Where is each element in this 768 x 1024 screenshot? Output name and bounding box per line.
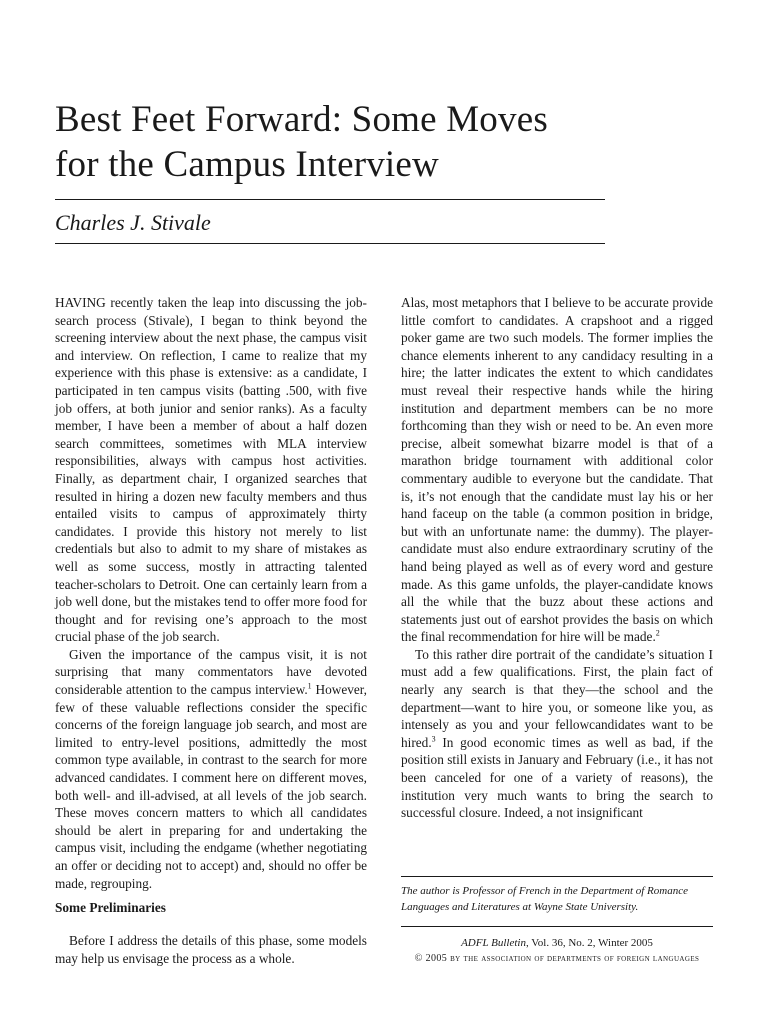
left-column-bottom — [55, 932, 367, 967]
paragraph-r2-text-a: To this rather dire portrait of the candidate’s situation I must add a few qualifications. First, the plain fact of nearly any search is that they—the school and the department—want to hire you, or someone like you, as intensely as you and your fellowcandidates want to be hired. — [401, 646, 713, 750]
paragraph-2-text-a: Given the importance of the campus visit, it is not surprising that many commentators have devoted considerable attention to the campus interview. — [55, 646, 367, 698]
title-rule-top — [55, 199, 605, 200]
paragraph-1: HAVING recently taken the leap into discussing the job-search process (Stivale), I began to think beyond the screening interview about the next phase, the campus visit and interview. On reflection, I came to realize that my experience with this phase is extensive: as a candidate, I participated in ten campus visits (batting .500, with five job offers, at both junior and senior ranks). As a faculty member, I have been a member of about a half dozen search committees, sometimes with MLA interview responsibilities, always with campus host activities. Finally, as department chair, I organized searches that resulted in hiring a dozen new faculty members and thus entailed visits to campus of approximately thirty candidates. I provide this history not merely to list credentials but also to admit to my share of mistakes as well as some success, mostly in attracting talented teacher-scholars to Detroit. One can certainly learn from a job well done, but the mistakes tend to offer more food for thought and for revising one’s approach to the most crucial phase of the job search. — [55, 295, 367, 645]
journal-citation — [401, 935, 713, 967]
paragraph-r2 — [401, 646, 713, 822]
journal-line — [401, 935, 713, 951]
left-column — [55, 294, 367, 892]
title-line-1: Best Feet Forward: Some Moves — [55, 99, 548, 140]
paragraph-r2-text-b: In good economic times as well as bad, if the position still exists in January and February (i.e., it has not been canceled for one of a variety of reasons), the institution very much wants to bring the search to successful closure. Indeed, a not insignificant — [401, 734, 713, 821]
footnote-rule-top — [401, 876, 713, 877]
footnote-rule-bottom — [401, 926, 713, 927]
right-column — [401, 294, 713, 822]
author-name: Charles J. Stivale — [55, 210, 211, 235]
footnote-ref-1: 1 — [307, 681, 312, 691]
paragraph-3: Before I address the details of this phase, some models may help us envisage the process as a whole. — [55, 933, 367, 966]
section-heading: Some Preliminaries — [55, 900, 166, 915]
paragraph-2-text-b: However, few of these valuable reflections consider the specific concerns of the foreign language job search, and most are limited to entry-level positions, admittedly the most common type available, in contrast to the search for more advanced candidates. I comment here on different moves, both well- and ill-advised, at all levels of the job search. These moves concern matters to which all candidates should be alert in preparing for and undertaking the campus visit, including the endgame (whether negotiating an offer or deciding not to accept) and, should no offer be made, regrouping. — [55, 682, 367, 891]
article-title — [55, 97, 615, 187]
footnote-ref-2: 2 — [655, 628, 660, 638]
paragraph-2 — [55, 646, 367, 892]
footnote-ref-3: 3 — [431, 734, 436, 744]
journal-name: ADFL Bulletin — [461, 937, 526, 949]
title-rule-bottom — [55, 243, 605, 244]
copyright-line: © 2005 by the association of departments of foreign languages — [414, 953, 700, 964]
paragraph-r1-text: Alas, most metaphors that I believe to be accurate provide little comfort to candidates. A crapshoot and a rigged poker game are two such models. The former implies the chance elements inherent to any candidacy resulting in a hire; the latter indicates the extent to which candidates must reveal their respective hands while the hiring institution and department members can be no more forthcoming than they wish or need to be. An even more precise, albeit somewhat bizarre model is that of a marathon bridge tournament with additional color commentary audible to everyone but the candidate. That is, it’s not enough that the candidate must lay his or her hand faceup on the table (a common position in bridge, but with an unfortunate name: the dummy). The player-candidate must also endure extraordinary scrutiny of the hand being played as well as of every word and gesture made. As this game unfolds, the player-candidate knows all the while that the buzz about these actions and statements just out of earshot provides the basis on which the final recommendation for hire will be made. — [401, 295, 713, 645]
title-line-2: for the Campus Interview — [55, 144, 439, 185]
journal-issue: , Vol. 36, No. 2, Winter 2005 — [525, 937, 653, 949]
paragraph-r1 — [401, 294, 713, 646]
author-note: The author is Professor of French in the Department of Romance Languages and Literatures at Wayne State University. — [401, 885, 688, 913]
